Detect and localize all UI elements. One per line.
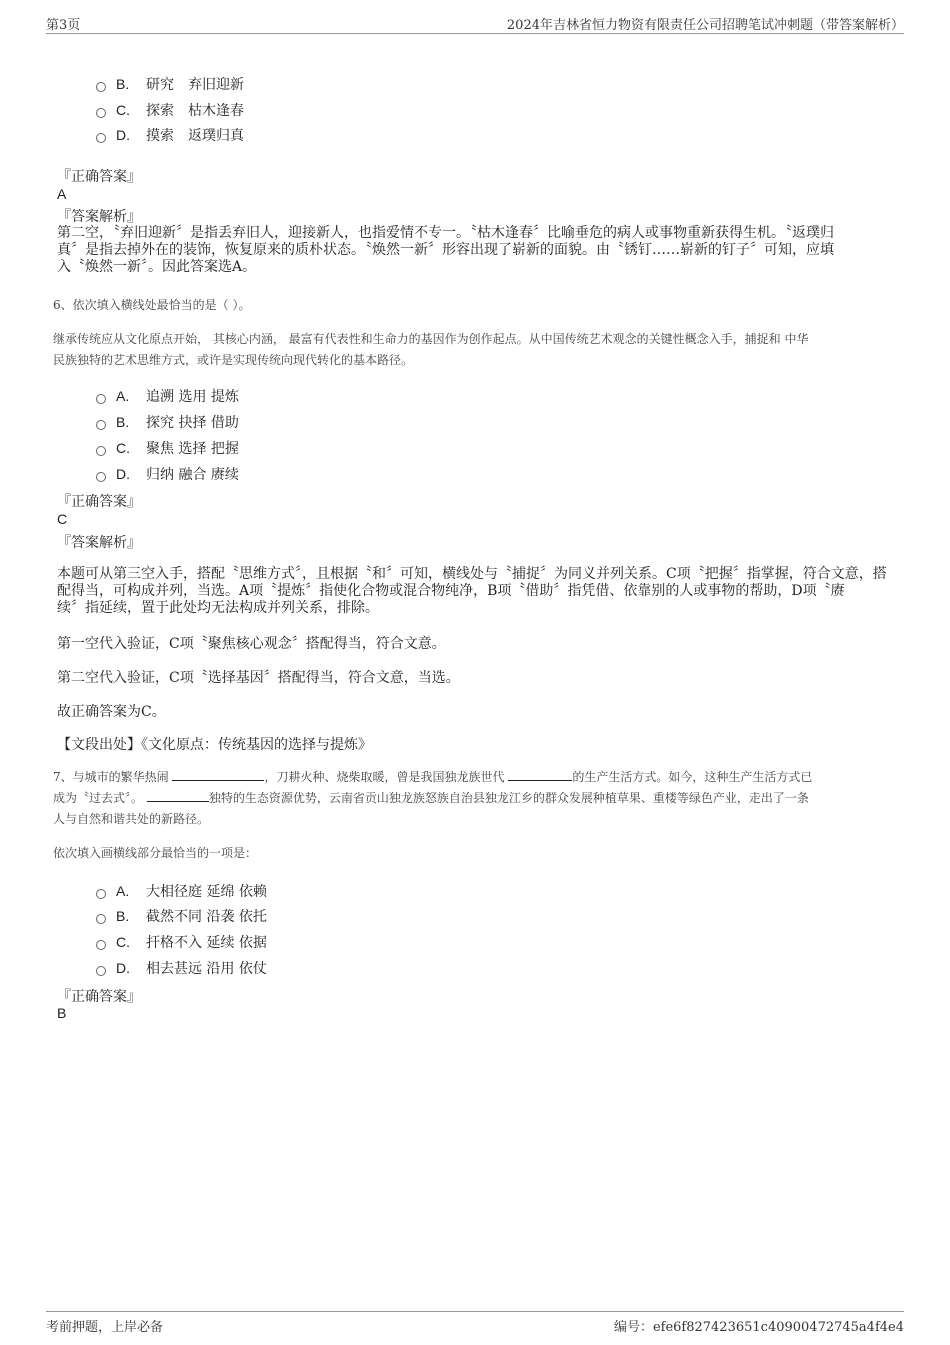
stem-text: ，刀耕火种、烧柴取暖，曾是我国独龙族世代 xyxy=(264,770,505,784)
q5-analysis xyxy=(57,225,897,276)
option-text: 追溯 选用 提炼 xyxy=(146,389,239,405)
analysis-line: 入〝焕然一新〞。因此答案选A。 xyxy=(57,259,257,275)
radio-icon[interactable] xyxy=(96,940,106,950)
q6-analysis-p1 xyxy=(57,566,897,617)
radio-icon[interactable] xyxy=(96,420,106,430)
q5-analysis-label: 『答案解析』 xyxy=(57,209,141,225)
stem-line-3: 人与自然和谐共处的新路径。 xyxy=(53,812,210,826)
option-text: 探索 枯木逢春 xyxy=(146,103,244,119)
q6-option-c[interactable] xyxy=(96,438,239,458)
option-text: 摸索 返璞归真 xyxy=(146,128,244,144)
stem-text: 独特的生态资源优势，云南省贡山独龙族怒族自治县独龙江乡的群众发展种植草果、重楼等绿色产业，走出了一条 xyxy=(208,791,809,805)
radio-icon[interactable] xyxy=(96,446,106,456)
option-letter: D. xyxy=(116,466,130,482)
option-letter: B. xyxy=(116,76,130,92)
document-title: 2024年吉林省恒力物资有限责任公司招聘笔试冲刺题（带答案解析） xyxy=(506,18,904,33)
option-letter: D. xyxy=(116,127,130,143)
header-divider xyxy=(46,33,904,34)
q5-answer: A xyxy=(57,186,67,202)
q7-answer-label: 『正确答案』 xyxy=(57,989,141,1005)
q6-option-b[interactable] xyxy=(96,412,239,432)
q6-option-d[interactable] xyxy=(96,464,239,484)
radio-icon[interactable] xyxy=(96,133,106,143)
q7-option-c[interactable] xyxy=(96,932,267,952)
analysis-line: 真〞是指去掉外在的装饰，恢复原来的质朴状态。〝焕然一新〞形容出现了崭新的面貌。由〝锈钉……崭新的钉子〞可知，应填 xyxy=(57,242,834,258)
stem-text: 7、与城市的繁华热闹 xyxy=(53,770,169,784)
q6-analysis-label: 『答案解析』 xyxy=(57,535,141,551)
option-letter: A. xyxy=(116,883,130,899)
option-letter: B. xyxy=(116,414,130,430)
q5-option-d[interactable] xyxy=(96,125,244,145)
radio-icon[interactable] xyxy=(96,914,106,924)
footer-divider xyxy=(46,1311,904,1312)
stem-line-1 xyxy=(53,767,898,788)
q7-stem xyxy=(53,767,898,830)
footer-slogan: 考前押题，上岸必备 xyxy=(46,1320,164,1335)
q7-option-d[interactable] xyxy=(96,958,267,978)
fill-blank-3 xyxy=(147,789,209,802)
q5-option-b[interactable] xyxy=(96,74,244,94)
q7-option-b[interactable] xyxy=(96,906,267,926)
option-text: 截然不同 沿袭 依托 xyxy=(146,909,267,925)
option-letter: B. xyxy=(116,908,130,924)
radio-icon[interactable] xyxy=(96,889,106,899)
radio-icon[interactable] xyxy=(96,82,106,92)
radio-icon[interactable] xyxy=(96,966,106,976)
q5-option-c[interactable] xyxy=(96,100,244,120)
q7-option-a[interactable] xyxy=(96,881,267,901)
fill-blank-1 xyxy=(172,768,264,781)
analysis-line: 续〞指延续，置于此处均无法构成并列关系，排除。 xyxy=(57,600,379,616)
q6-passage xyxy=(53,329,898,371)
passage-line: 民族独特的艺术思维方式，或许是实现传统向现代转化的基本路径。 xyxy=(53,353,414,367)
q6-analysis-p3: 第二空代入验证，C项〝选择基因〞搭配得当，符合文意，当选。 xyxy=(57,670,460,686)
option-text: 大相径庭 延绵 依赖 xyxy=(146,884,267,900)
option-letter: C. xyxy=(116,440,130,456)
analysis-line: 配得当，可构成并列，当选。A项〝提炼〞指使化合物或混合物纯净，B项〝借助〞指凭借、依靠别的人或事物的帮助，D项〝赓 xyxy=(57,583,845,599)
q6-source: 【文段出处】《文化原点：传统基因的选择与提炼》 xyxy=(57,737,372,753)
analysis-line: 本题可从第三空入手，搭配〝思维方式〞，且根据〝和〞可知，横线处与〝捕捉〞为同义并列关系。C项〝把握〞指掌握，符合文意，搭 xyxy=(57,566,887,582)
analysis-line: 第二空，〝弃旧迎新〞是指丢弃旧人，迎接新人，也指爱情不专一。〝枯木逢春〞比喻垂危的病人或事物重新获得生机。〝返璞归 xyxy=(57,225,834,241)
option-text: 归纳 融合 赓续 xyxy=(146,467,239,483)
option-text: 扞格不入 延续 依据 xyxy=(146,935,267,951)
q6-analysis-p2: 第一空代入验证，C项〝聚焦核心观念〞搭配得当，符合文意。 xyxy=(57,636,446,652)
q7-answer: B xyxy=(57,1005,67,1021)
stem-line-2 xyxy=(53,788,898,809)
option-letter: C. xyxy=(116,934,130,950)
q5-answer-label: 『正确答案』 xyxy=(57,169,141,185)
fill-blank-2 xyxy=(508,768,572,781)
option-letter: A. xyxy=(116,388,130,404)
q7-prompt: 依次填入画横线部分最恰当的一项是： xyxy=(53,846,258,860)
document-id: 编号：efe6f827423651c40900472745a4f4e4 xyxy=(613,1320,904,1335)
q6-stem: 6、依次填入横线处最恰当的是（ ）。 xyxy=(53,298,251,312)
option-text: 相去甚远 沿用 依仗 xyxy=(146,961,267,977)
option-letter: D. xyxy=(116,960,130,976)
stem-text: 成为〝过去式〞。 xyxy=(53,791,144,805)
radio-icon[interactable] xyxy=(96,108,106,118)
passage-line: 继承传统应从文化原点开始， 其核心内涵， 最富有代表性和生命力的基因作为创作起点。从中国传统艺术观念的关键性概念入手，捕捉和 中华 xyxy=(53,332,809,346)
stem-text: 的生产生活方式。如今，这种生产生活方式已 xyxy=(572,770,813,784)
q6-answer-label: 『正确答案』 xyxy=(57,494,141,510)
q6-option-a[interactable] xyxy=(96,386,239,406)
radio-icon[interactable] xyxy=(96,394,106,404)
q6-answer: C xyxy=(57,511,68,527)
page-number: 第3页 xyxy=(46,18,81,33)
option-letter: C. xyxy=(116,102,130,118)
option-text: 研究 弃旧迎新 xyxy=(146,77,244,93)
radio-icon[interactable] xyxy=(96,472,106,482)
q6-analysis-p4: 故正确答案为C。 xyxy=(57,704,166,720)
option-text: 探究 抉择 借助 xyxy=(146,415,239,431)
option-text: 聚焦 选择 把握 xyxy=(146,441,239,457)
